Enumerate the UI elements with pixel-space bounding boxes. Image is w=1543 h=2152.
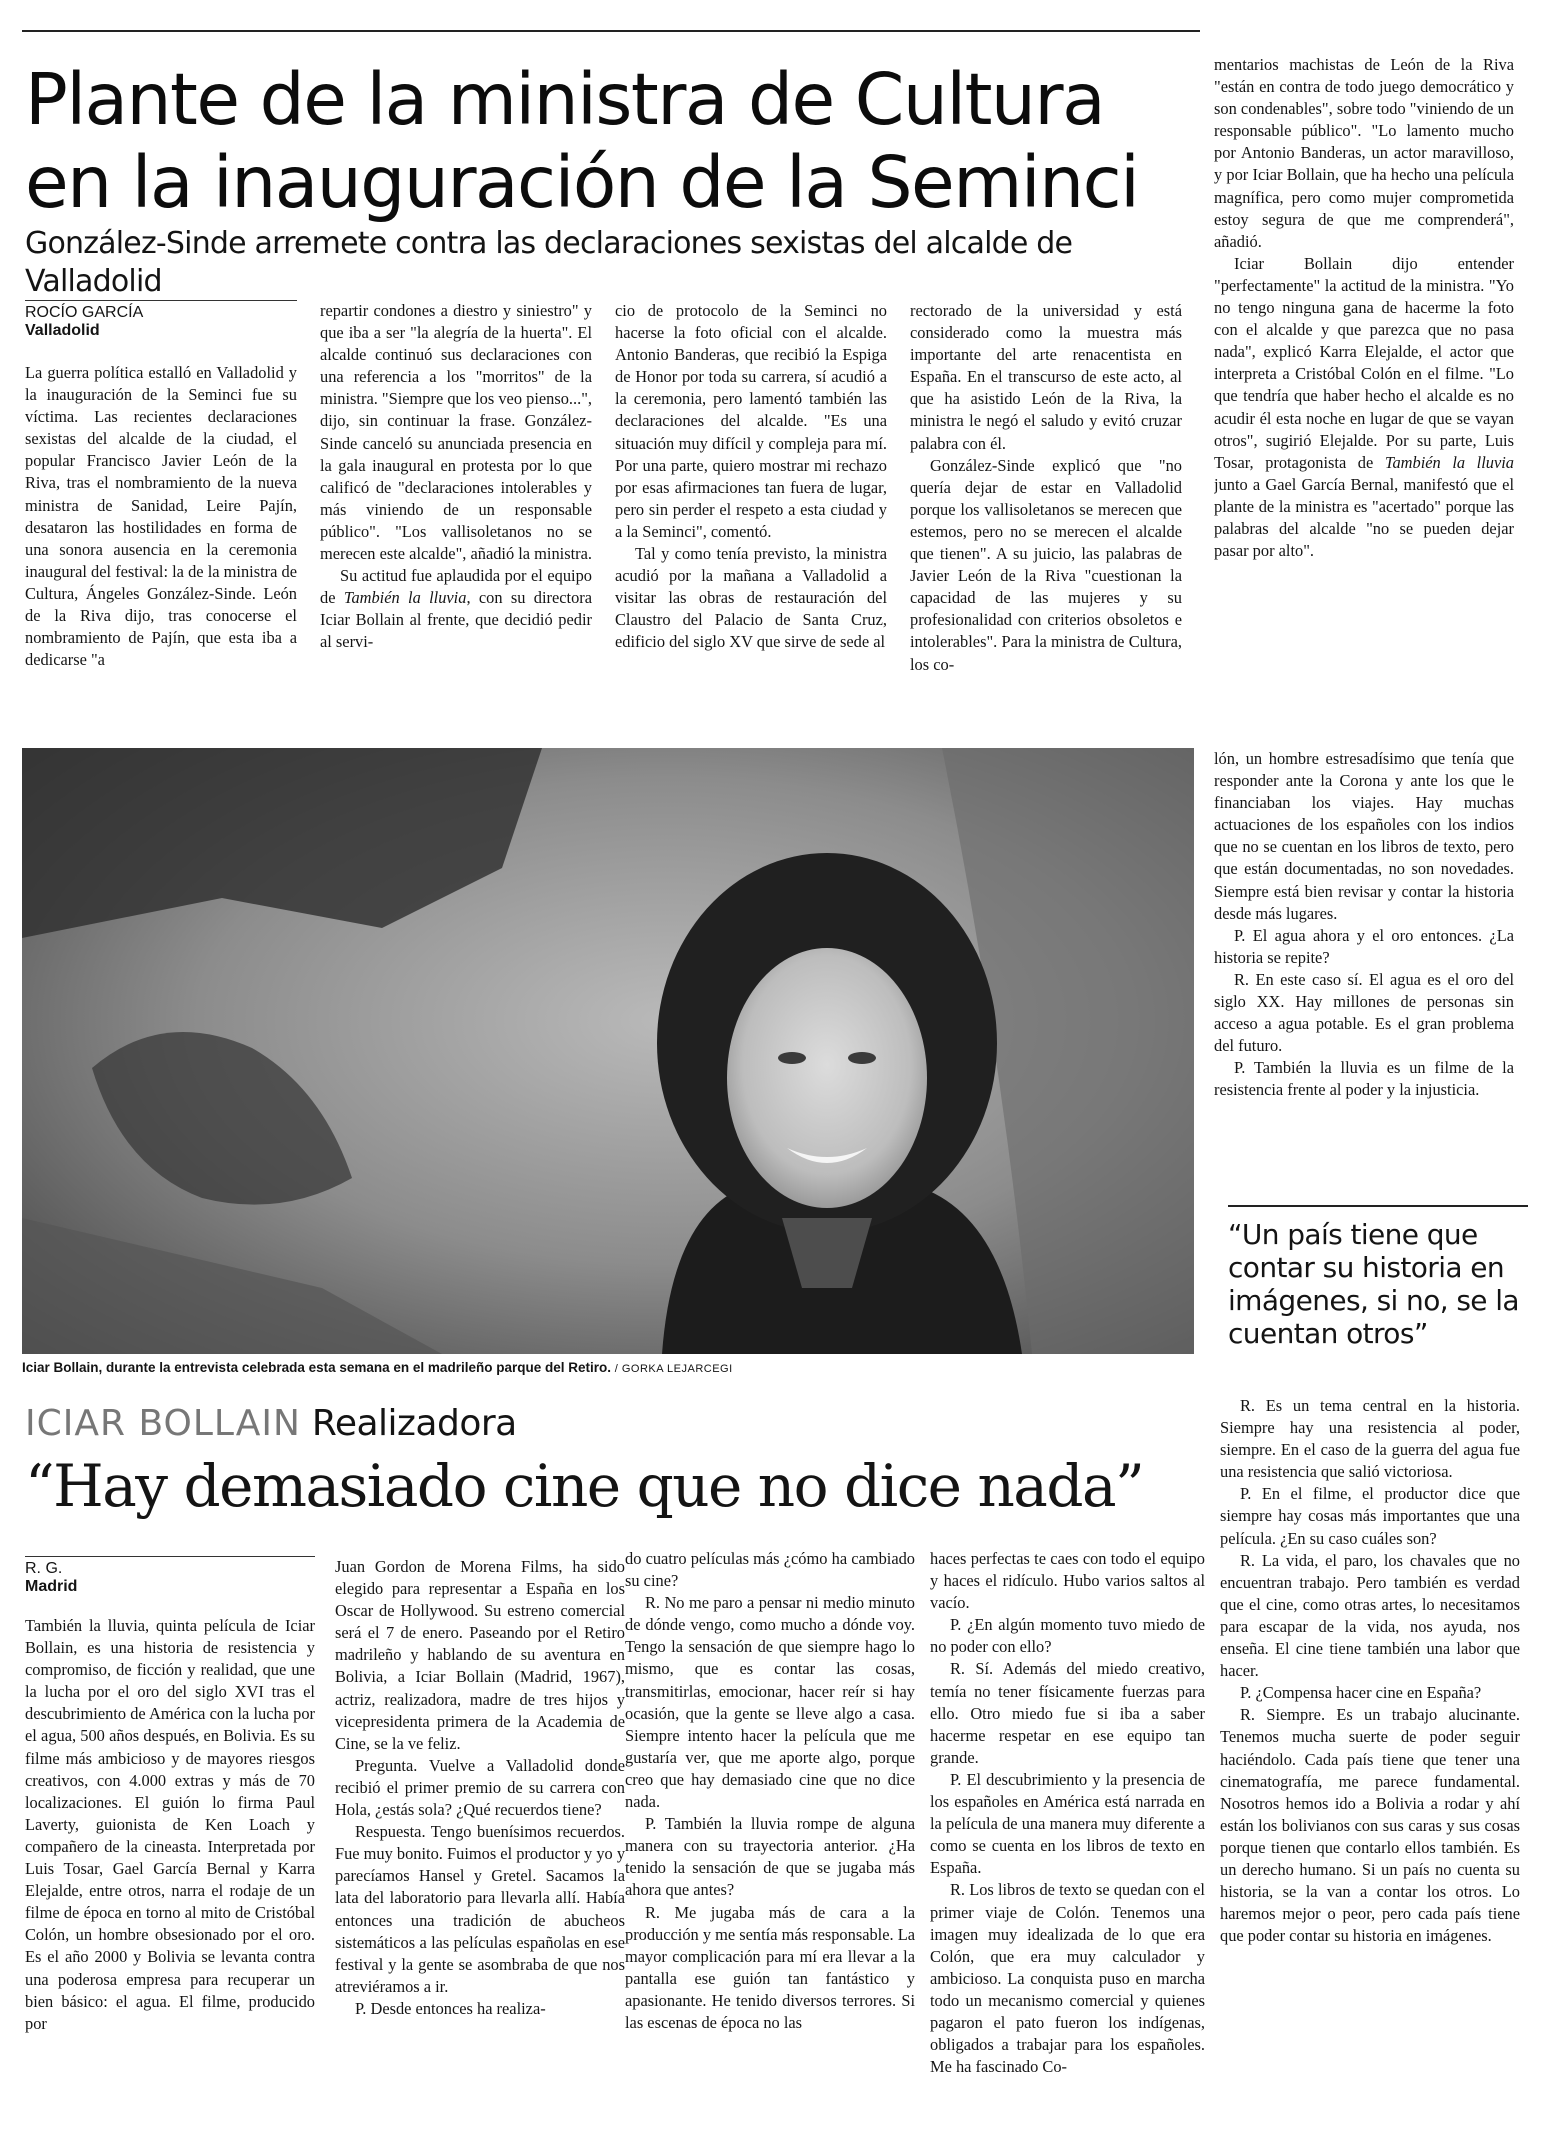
paragraph: Iciar Bollain dijo entender "perfectamente" la actitud de la ministra. "Yo no tengo ninguna gana de hacerme la foto con el alcalde y que parezca que no pasa nada", explicó Karra Elejalde, el actor que interpreta a Cristóbal Colón en el filme. "Lo que tendría que haber hecho el alcalde es no acudir él esta noche en lugar de que se vayan otros", sugirió Elejalde. Por su parte, Luis Tosar, protagonista de También la lluvia junto a Gael García Bernal, manifestó que el plante de la ministra es "acertado" porque las palabras del alcalde "no se pueden dejar pasar por alto". [1214,253,1514,561]
film-title: También la lluvia [1384,452,1514,472]
paragraph: González-Sinde explicó que "no quería dejar de estar en Valladolid porque los vallisoletanos se merecen que estemos, pero no se merecen el alcalde que tienen". A su juicio, las palabras de Javier León de la Riva "cuestionan la capacidad de las mujeres y su profesionalidad con criterios obsoletos e intolerables". Para la ministra de Cultura, los co- [910,455,1182,674]
headline-line-1: Plante de la ministra de Cultura [25,58,1105,141]
paragraph: repartir condones a diestro y siniestro" y que iba a ser "la alegría de la huerta". El alcalde continuó sus declaraciones con una referencia a los "morritos" de la ministra. "Siempre que los veo pienso...", dijo, sin continuar la frase. González-Sinde canceló su anunciada presencia en la gala inaugural en protesta por lo que calificó de "declaraciones intolerables y más viniendo de un responsable público". "Los vallisoletanos no se merecen este alcalde", añadió la ministra. [320,301,592,564]
paragraph: P. En el filme, el productor dice que siempre hay cosas más importantes que una película. ¿En su caso cuáles son? [1220,1484,1520,1548]
paragraph: R. Sí. Además del miedo creativo, temía no tener físicamente fuerzas para ello. Otro miedo fue si iba a saber hacerme respetar en ese equipo tan grande. [930,1659,1205,1767]
paragraph: La guerra política estalló en Valladolid y la inauguración de la Seminci fue su víctima. Las recientes declaraciones sexistas del alcalde de la ciudad, el popular Francisco Javier León de la Riva, tras el nombramiento de la nueva ministra de Sanidad, Leire Pajín, desataron las hostilidades en forma de una sonora ausencia en la ceremonia inaugural del festival: la de la ministra de Cultura, Ángeles González-Sinde. León de la Riva dijo, tras conocerse el nombramiento de Pajín, que esta iba a dedicarse "a [25,363,297,670]
article1-column-2 [320,300,592,708]
byline-author: ROCÍO GARCÍA [25,304,144,321]
article1-subheadline: González-Sinde arremete contra las declaraciones sexistas del alcalde de Valladolid [25,226,1073,299]
paragraph: rectorado de la universidad y está considerado como la muestra más importante del arte renacentista en España. En el transcurso de este acto, al que ha asistido León de la Riva, la ministra le negó el saludo y evitó cruzar palabra con él. [910,301,1182,453]
article1-column-1 [25,362,297,708]
paragraph: P. El agua ahora y el oro entonces. ¿La historia se repite? [1214,925,1514,967]
paragraph: Pregunta. Vuelve a Valladolid donde recibió el primer premio de su carrera con Hola, ¿estás sola? ¿Qué recuerdos tiene? [335,1755,625,1820]
paragraph: Juan Gordon de Morena Films, ha sido elegido para representar a España en los Oscar de Hollywood. Su estreno comercial será el 7 de enero. Paseando por el Retiro madrileño y hablando de su aventura en Bolivia, a Iciar Bollain (Madrid, 1967), actriz, realizadora, madre de tres hijos y vicepresidenta primera de la Academia de Cine, se la ve feliz. [335,1557,625,1753]
paragraph: Su actitud fue aplaudida por el equipo de También la lluvia, con su directora Iciar Bollain al frente, que decidió pedir al servi- [320,566,592,652]
portrait-photo [22,748,1194,1354]
article1-headline [25,58,1205,224]
interview-kicker [25,1403,1205,1445]
article2-column-1 [25,1615,315,2145]
photo-caption [22,1360,1194,1377]
article1-column-5 [1214,54,1514,708]
paragraph: P. ¿Compensa hacer cine en España? [1240,1683,1482,1703]
paragraph: R. No me paro a pensar ni medio minuto de dónde vengo, como mucho a dónde voy. Tengo la sensación de que siempre hago lo mismo, que es contar las cosas, transmitirlas, emocionar, hacer reír si hay ocasión, que la gente se lleve algo a casa. Siempre intento hacer la película que me gustaría ver, que me aporte algo, porque creo que hay demasiado cine que no dice nada. [625,1593,915,1812]
paragraph: P. También la lluvia rompe de alguna manera con su trayectoria anterior. ¿Ha tenido la sensación de que se jugaba más ahora que antes? [625,1814,915,1900]
paragraph: haces perfectas te caes con todo el equipo y haces el ridículo. Hubo varios saltos al vacío. [930,1549,1205,1613]
byline-author: R. G. [25,1560,63,1577]
paragraph: R. Me jugaba más de cara a la producción y me sentía más responsable. La mayor complicación para mí era llevar a la pantalla ese guión tan fantástico y apasionante. He tenido diversos terrores. Si las escenas de época no las [625,1902,915,2032]
article2-headline: “Hay demasiado cine que no dice nada” [25,1452,1144,1520]
paragraph: R. Es un tema central en la historia. Siempre hay una resistencia al poder, siempre. En el caso de la guerra del agua fue una resistencia que salió victoriosa. [1220,1396,1520,1482]
film-title: También la lluvia [343,588,467,608]
paragraph: R. La vida, el paro, los chavales que no encuentran trabajo. Pero también es verdad que el cine, como otras artes, lo necesitamos para escapar de la vida, nos ayuda, nos enseña. El cine tiene también una labor que hacer. [1220,1550,1520,1681]
paragraph: R. Siempre. Es un trabajo alucinante. Tenemos mucha suerte de poder seguir haciéndolo. Cada país tiene que tener una cinematografía, me parece fundamental. Nosotros hemos ido a Bolivia a rodar y ahí están los bolivianos con sus caras y sus cosas porque tienen que contarlo ellos también. Es un derecho humano. Si un país no cuenta su historia, se la van a contar los otros. Lo haremos mejor o peor, pero cada país tiene que poder contar su historia en imágenes. [1220,1705,1520,1946]
pullquote-rule [1228,1205,1528,1207]
article2-column-3 [625,1548,915,2146]
article1-column-4 [910,300,1182,708]
paragraph: Tal y como tenía previsto, la ministra acudió por la mañana a Valladolid a visitar las obras de restauración del Claustro del Palacio de Santa Cruz, edificio del siglo XV que sirve de sede al [615,544,887,652]
paragraph: P. Desde entonces ha realiza- [355,1998,546,2018]
interview-continuation-column [1214,748,1514,1188]
kicker-name: ICIAR BOLLAIN [25,1403,301,1444]
article1-column-3 [615,300,887,708]
paragraph: R. En este caso sí. El agua es el oro del siglo XX. Hay millones de personas sin acceso a agua potable. Es el gran problema del futuro. [1214,969,1514,1056]
paragraph: Respuesta. Tengo buenísimos recuerdos. Fue muy bonito. Fuimos el productor y yo y parecíamos Hansel y Gretel. Sacamos la lata del laboratorio para llevarla allí. Había entonces una tradición de abucheos sistemáticos a las películas españolas en ese festival y la gente se asombraba de que nos atreviéramos a ir. [335,1822,625,1996]
byline-location: Valladolid [25,322,100,339]
photo-image [22,748,1194,1354]
top-rule [22,30,1200,32]
paragraph: lón, un hombre estresadísimo que tenía que responder ante la Corona y ante los que le financiaban los viajes. Hay muchas actuaciones de los españoles con los indios que no se cuentan en los libros de texto, pero que están documentadas, no son novedades. Siempre está bien revisar y contar la historia desde más lugares. [1214,749,1514,923]
paragraph: R. Los libros de texto se quedan con el primer viaje de Colón. Tenemos una imagen muy idealizada de lo que era Colón, que era muy calculador y ambicioso. La conquista puso en marcha todo un mecanismo comercial y quienes pagaron el pato fueron los indígenas, obligados a trabajar para los españoles. Me ha fascinado Co- [930,1880,1205,2077]
paragraph: P. ¿En algún momento tuvo miedo de no poder con ello? [930,1615,1205,1657]
paragraph: do cuatro películas más ¿cómo ha cambiado su cine? [625,1549,915,1591]
paragraph: P. También la lluvia es un filme de la resistencia frente al poder y la injusticia. [1214,1058,1514,1100]
paragraph: cio de protocolo de la Seminci no hacerse la foto oficial con el alcalde. Antonio Banderas, que recibió la Espiga de Honor por toda su carrera, sí acudió a la ceremonia, pero lamentó también las declaraciones del alcalde. "Es una situación muy difícil y compleja para mí. Por una parte, quiero mostrar mi rechazo por esas afirmaciones tan fuera de lugar, pero sin perder el respeto a esta ciudad y a la Seminci", comentó. [615,301,887,541]
headline-line-2: en la inauguración de la Seminci [25,141,1139,224]
kicker-role: Realizadora [311,1403,517,1444]
byline-location: Madrid [25,1578,78,1595]
caption-text: Iciar Bollain, durante la entrevista celebrada esta semana en el madrileño parque del Retiro. [22,1360,611,1375]
pullquote: “Un país tiene que contar su historia en imágenes, si no, se la cuentan otros” [1228,1218,1519,1350]
article2-column-4 [930,1548,1205,2146]
article2-column-5 [1220,1395,1520,2145]
article1-byline [25,300,297,340]
photo-credit: / GORKA LEJARCEGI [614,1363,733,1375]
paragraph: También la lluvia, quinta película de Iciar Bollain, es una historia de resistencia y compromiso, de ficción y realidad, que une la lucha por el oro del siglo XVI tras el descubrimiento de América con la lucha por el agua, 500 años después, en Bolivia. Es su filme más ambicioso y de mayores riesgos creativos, con 4.000 extras y más de 70 localizaciones. El guión lo firma Paul Laverty, guionista de Ken Loach y compañero de la cineasta. Interpretada por Luis Tosar, Gael García Bernal y Karra Elejalde, entre otros, narra el rodaje de un filme de época en torno al mito de Cristóbal Colón, un hombre obsesionado por el oro. Es el año 2000 y Bolivia se levanta contra una poderosa empresa para recuperar un bien básico: el agua. El filme, producido por [25,1616,315,2033]
paragraph: mentarios machistas de León de la Riva "están en contra de todo juego democrático y son condenables", sobre todo "viniendo de un responsable público". "Lo lamento mucho por Antonio Banderas, un actor maravilloso, y por Iciar Bollain, que ha hecho una película magnífica, pero como mujer comprometida estoy segura de que me comprenderá", añadió. [1214,55,1514,251]
article2-byline [25,1556,315,1596]
article2-column-2 [335,1556,625,2146]
paragraph: P. El descubrimiento y la presencia de los españoles en América está narrada en la película de una manera muy diferente a como se cuenta en los libros de texto en España. [930,1769,1205,1878]
